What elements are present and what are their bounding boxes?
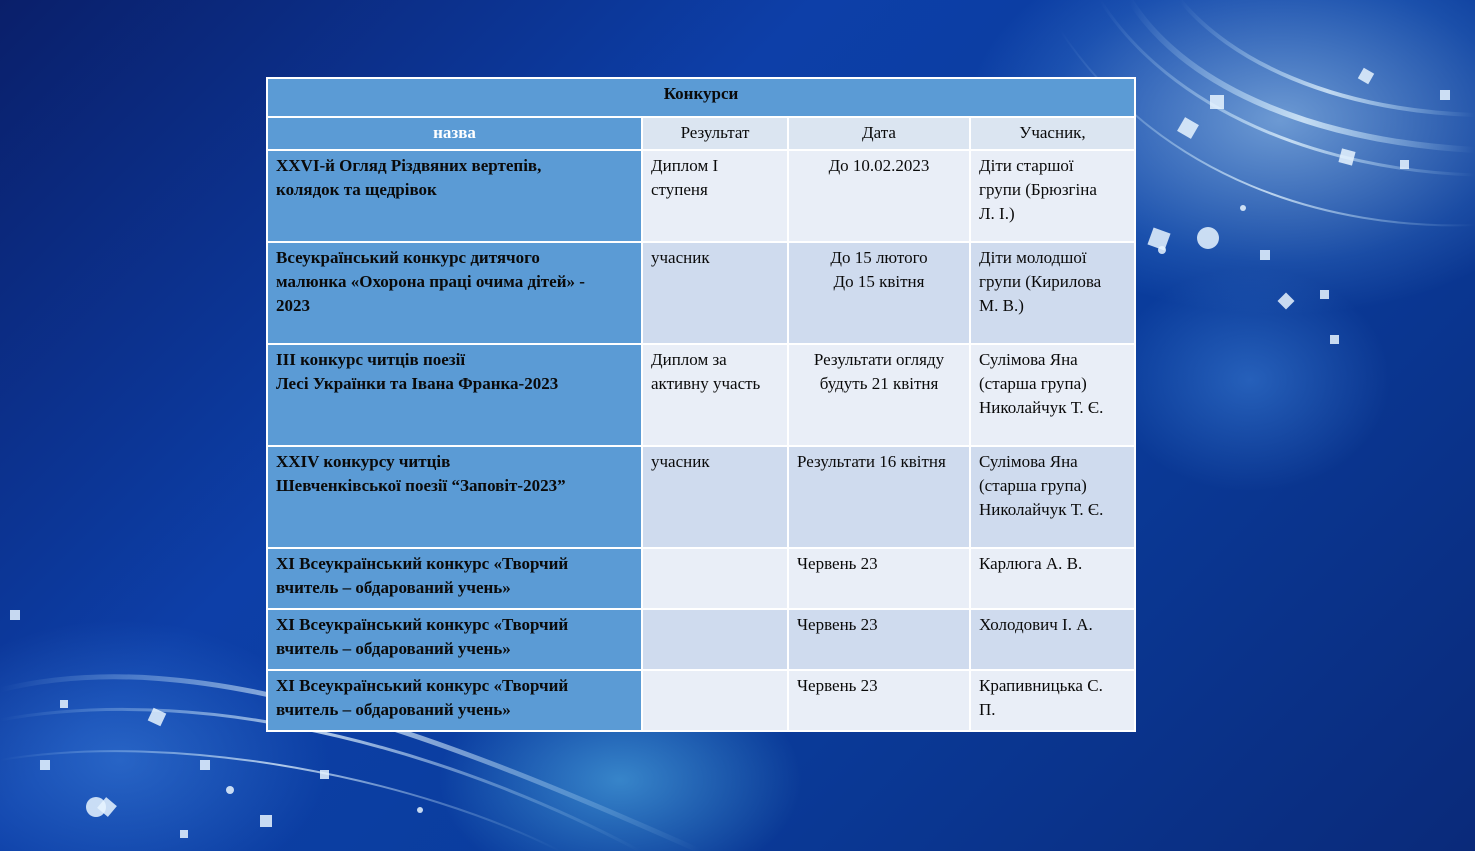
participant-line: (старша група)	[979, 476, 1087, 495]
contest-name-line: XXIV конкурсу читців	[276, 452, 451, 471]
result-line: ступеня	[651, 180, 708, 199]
contest-name-cell	[267, 242, 642, 344]
result-cell	[642, 446, 788, 548]
result-cell	[642, 609, 788, 670]
table-header-row	[267, 117, 1135, 150]
contest-name-line: вчитель – обдарований учень»	[276, 578, 511, 597]
participant-line: П.	[979, 700, 996, 719]
date-line: Результати 16 квітня	[797, 452, 946, 471]
date-line: До 10.02.2023	[828, 156, 930, 175]
result-line: учасник	[651, 452, 710, 471]
table-title-row	[267, 78, 1135, 117]
participant-cell	[970, 446, 1135, 548]
date-line: Результати огляду	[813, 350, 945, 369]
contest-name-line: вчитель – обдарований учень»	[276, 639, 511, 658]
table-row	[267, 446, 1135, 548]
result-cell	[642, 150, 788, 242]
participant-cell	[970, 242, 1135, 344]
participant-line: Сулімова Яна	[979, 452, 1078, 471]
date-line: До 15 лютого	[830, 248, 928, 267]
result-cell	[642, 344, 788, 446]
participant-cell	[970, 150, 1135, 242]
table-row	[267, 609, 1135, 670]
result-cell	[642, 670, 788, 731]
participant-line: Николайчук Т. Є.	[979, 500, 1104, 519]
participant-cell	[970, 670, 1135, 731]
table-title: Конкурси	[267, 78, 1135, 117]
contest-name-line: XXVI-й Огляд Різдвяних вертепів,	[276, 156, 542, 175]
table-row	[267, 670, 1135, 731]
participant-line: Крапивницька С.	[979, 676, 1103, 695]
date-cell	[788, 242, 970, 344]
date-line: Червень 23	[797, 615, 878, 634]
column-header-participant: Учасник,	[970, 117, 1135, 150]
contest-name-line: ХІ Всеукраїнський конкурс «Творчий	[276, 676, 569, 695]
participant-line: Карлюга А. В.	[979, 554, 1083, 573]
contest-name-line: Лесі Українки та Івана Франка-2023	[276, 374, 559, 393]
date-cell	[788, 670, 970, 731]
contest-name-line: 2023	[276, 296, 310, 315]
contest-name-cell	[267, 609, 642, 670]
contest-name-line: ХІ Всеукраїнський конкурс «Творчий	[276, 554, 569, 573]
contest-name-cell	[267, 344, 642, 446]
date-line: Червень 23	[797, 554, 878, 573]
participant-line: Діти молодшої	[979, 248, 1087, 267]
date-line: До 15 квітня	[833, 272, 925, 291]
participant-cell	[970, 344, 1135, 446]
table-row	[267, 344, 1135, 446]
contest-name-line: вчитель – обдарований учень»	[276, 700, 511, 719]
date-line: Червень 23	[797, 676, 878, 695]
table-row	[267, 242, 1135, 344]
participant-line: групи (Брюзгіна	[979, 180, 1097, 199]
contest-name-line: ІІІ конкурс читців поезії	[276, 350, 466, 369]
column-header-date: Дата	[788, 117, 970, 150]
participant-line: Николайчук Т. Є.	[979, 398, 1104, 417]
result-line: Диплом І	[651, 156, 719, 175]
contest-name-cell	[267, 670, 642, 731]
date-cell	[788, 609, 970, 670]
contest-name-line: ХІ Всеукраїнський конкурс «Творчий	[276, 615, 569, 634]
column-header-result: Результат	[642, 117, 788, 150]
contest-name-cell	[267, 446, 642, 548]
table-row	[267, 150, 1135, 242]
contest-name-line: малюнка «Охорона праці очима дітей» -	[276, 272, 585, 291]
date-cell	[788, 150, 970, 242]
contests-table-container	[266, 77, 1134, 718]
participant-line: М. В.)	[979, 296, 1024, 315]
result-line: активну участь	[651, 374, 761, 393]
date-cell	[788, 344, 970, 446]
participant-cell	[970, 548, 1135, 609]
participant-line: Л. І.)	[979, 204, 1015, 223]
date-line: будуть 21 квітня	[819, 374, 939, 393]
contest-name-cell	[267, 548, 642, 609]
date-cell	[788, 446, 970, 548]
participant-line: групи (Кирилова	[979, 272, 1102, 291]
contest-name-line: Шевченківської поезії “Заповіт-2023”	[276, 476, 566, 495]
contest-name-line: колядок та щедрівок	[276, 180, 437, 199]
date-cell	[788, 548, 970, 609]
contest-name-line: Всеукраїнський конкурс дитячого	[276, 248, 540, 267]
contests-table	[266, 77, 1136, 732]
table-row	[267, 548, 1135, 609]
result-cell	[642, 548, 788, 609]
result-line: учасник	[651, 248, 710, 267]
column-header-name: назва	[267, 117, 642, 150]
contest-name-cell	[267, 150, 642, 242]
participant-cell	[970, 609, 1135, 670]
participant-line: (старша група)	[979, 374, 1087, 393]
participant-line: Сулімова Яна	[979, 350, 1078, 369]
participant-line: Діти старшої	[979, 156, 1074, 175]
result-line: Диплом за	[651, 350, 727, 369]
result-cell	[642, 242, 788, 344]
participant-line: Холодович І. А.	[979, 615, 1093, 634]
